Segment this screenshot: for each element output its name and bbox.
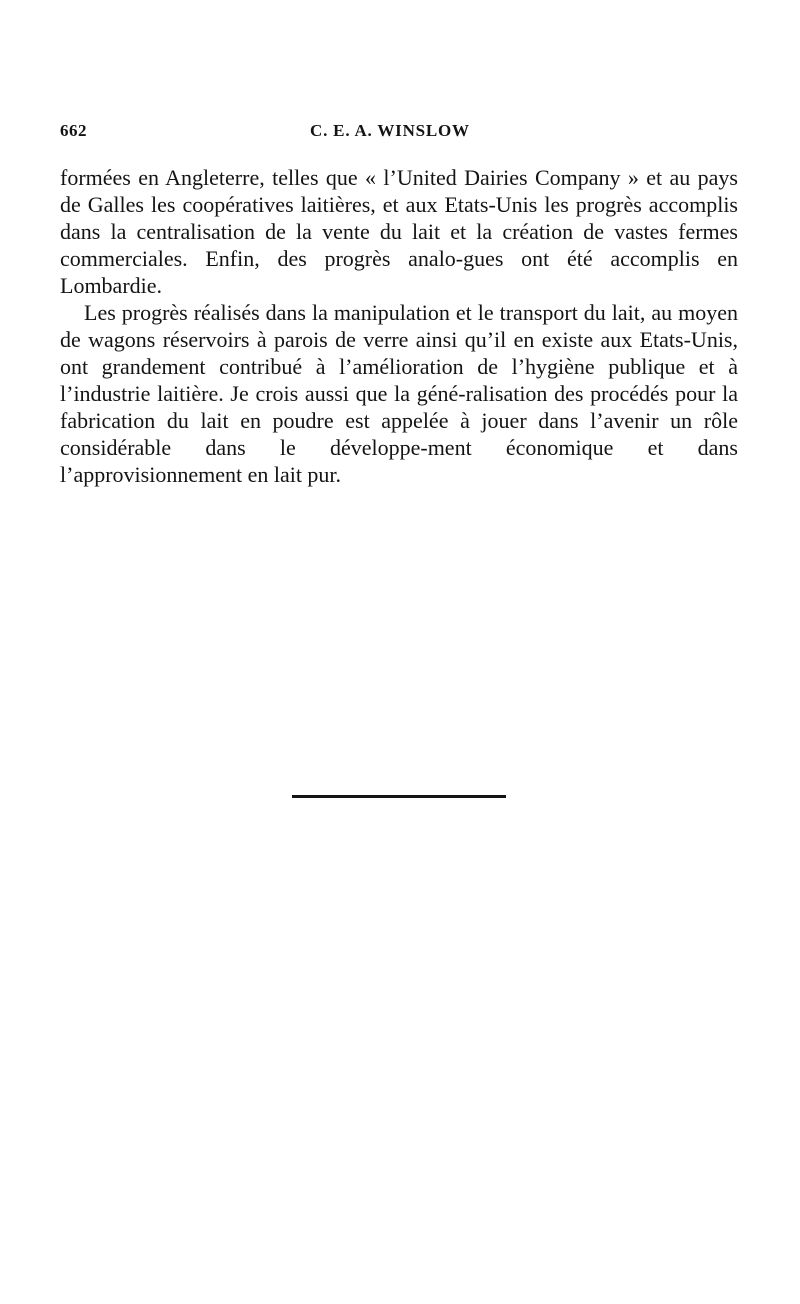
page-number: 662 (60, 121, 87, 140)
end-of-section-rule (292, 795, 506, 798)
paragraph-continuation: formées en Angleterre, telles que « l’United Dairies Company » et au pays de Galles les coopératives laitières, et aux Etats-Unis les progrès accomplis dans la centralisation de la vente du lait et la création de vastes fermes commerciales. Enfin, des progrès analo-gues ont été accomplis en Lombardie. (60, 165, 738, 298)
body-text (60, 164, 738, 488)
running-header (60, 121, 738, 145)
running-title: C. E. A. WINSLOW (310, 121, 470, 140)
paragraph-milk-transport: Les progrès réalisés dans la manipulation et le transport du lait, au moyen de wagons réservoirs à parois de verre ainsi qu’il en existe aux Etats-Unis, ont grandement contribué à l’amélioration de l’hygiène publique et à l’industrie laitière. Je crois aussi que la géné-ralisation des procédés pour la fabrication du lait en poudre est appelée à jouer dans l’avenir un rôle considérable dans le développe-ment économique et dans l’approvisionnement en lait pur. (60, 300, 738, 487)
